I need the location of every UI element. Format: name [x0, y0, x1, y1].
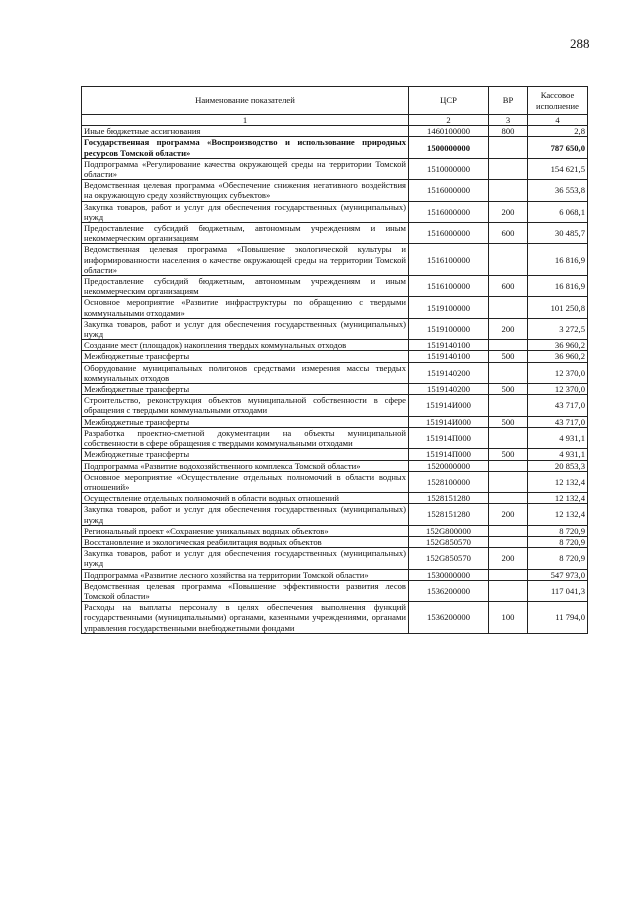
row-code: 1519140100: [409, 340, 489, 351]
row-sum: 8 720,9: [528, 536, 588, 547]
row-vr: 500: [489, 384, 528, 395]
header-row: [82, 87, 588, 115]
row-vr: 600: [489, 276, 528, 297]
row-vr: 200: [489, 548, 528, 569]
table-row: [82, 318, 588, 339]
row-name: Закупка товаров, работ и услуг для обеспечения государственных (муниципальных) нужд: [82, 548, 409, 569]
row-sum: 2,8: [528, 126, 588, 137]
row-name: Предоставление субсидий бюджетным, автономным учреждениям и иным некоммерческим организациям: [82, 223, 409, 244]
row-sum: 3 272,5: [528, 318, 588, 339]
table-row: [82, 223, 588, 244]
row-code: 152G850570: [409, 548, 489, 569]
row-name: Восстановление и экологическая реабилитация водных объектов: [82, 536, 409, 547]
table-row: [82, 297, 588, 318]
table-row: [82, 525, 588, 536]
row-vr: [489, 471, 528, 492]
column-number: 3: [489, 115, 528, 126]
table-row: [82, 362, 588, 383]
row-sum: 16 816,9: [528, 244, 588, 276]
row-sum: 12 132,4: [528, 471, 588, 492]
table-row: [82, 580, 588, 601]
table-row: [82, 384, 588, 395]
table-row: [82, 536, 588, 547]
column-number: 1: [82, 115, 409, 126]
row-code: 1528100000: [409, 471, 489, 492]
row-name: Государственная программа «Воспроизводство и использование природных ресурсов Томской области»: [82, 137, 409, 158]
table-row: [82, 548, 588, 569]
row-vr: 100: [489, 602, 528, 634]
row-code: 1519140200: [409, 362, 489, 383]
row-name: Региональный проект «Сохранение уникальных водных объектов»: [82, 525, 409, 536]
row-name: Разработка проектно-сметной документации на объекты муниципальной собственности в сфере обращения с твердыми коммунальными отходами: [82, 427, 409, 448]
row-name: Подпрограмма «Регулирование качества окружающей среды на территории Томской области»: [82, 158, 409, 179]
row-code: 1519140100: [409, 351, 489, 362]
row-vr: [489, 427, 528, 448]
row-sum: 30 485,7: [528, 223, 588, 244]
row-sum: 43 717,0: [528, 416, 588, 427]
row-code: 1519140200: [409, 384, 489, 395]
row-vr: 200: [489, 201, 528, 222]
row-vr: [489, 137, 528, 158]
row-sum: 11 794,0: [528, 602, 588, 634]
row-vr: [489, 536, 528, 547]
row-name: Межбюджетные трансферты: [82, 384, 409, 395]
table-row: [82, 460, 588, 471]
table-row: [82, 493, 588, 504]
table-row: [82, 449, 588, 460]
row-vr: [489, 395, 528, 416]
row-name: Закупка товаров, работ и услуг для обеспечения государственных (муниципальных) нужд: [82, 201, 409, 222]
row-code: 1460100000: [409, 126, 489, 137]
table-row: [82, 416, 588, 427]
row-vr: [489, 180, 528, 201]
row-name: Закупка товаров, работ и услуг для обеспечения государственных (муниципальных) нужд: [82, 504, 409, 525]
column-number: 4: [528, 115, 588, 126]
row-code: 1519100000: [409, 318, 489, 339]
table-row: [82, 569, 588, 580]
row-sum: 12 370,0: [528, 362, 588, 383]
row-sum: 154 621,5: [528, 158, 588, 179]
row-vr: [489, 158, 528, 179]
row-vr: 800: [489, 126, 528, 137]
table-row: [82, 427, 588, 448]
row-code: 1528151280: [409, 504, 489, 525]
row-sum: 12 132,4: [528, 493, 588, 504]
row-vr: [489, 460, 528, 471]
row-sum: 36 553,8: [528, 180, 588, 201]
header-csr: ЦСР: [409, 87, 489, 115]
row-code: 1516100000: [409, 244, 489, 276]
row-name: Подпрограмма «Развитие водохозяйственного комплекса Томской области»: [82, 460, 409, 471]
column-number: 2: [409, 115, 489, 126]
row-code: 151914И000: [409, 416, 489, 427]
row-code: 151914П000: [409, 449, 489, 460]
row-sum: 20 853,3: [528, 460, 588, 471]
table-row: [82, 126, 588, 137]
table-row: [82, 504, 588, 525]
header-sum: Кассовое исполнение: [528, 87, 588, 115]
row-vr: [489, 525, 528, 536]
row-vr: 600: [489, 223, 528, 244]
row-name: Оборудование муниципальных полигонов средствами измерения массы твердых коммунальных отходов: [82, 362, 409, 383]
row-sum: 6 068,1: [528, 201, 588, 222]
row-code: 1516000000: [409, 223, 489, 244]
row-vr: 200: [489, 318, 528, 339]
table-row: [82, 201, 588, 222]
table-row: [82, 471, 588, 492]
row-name: Основное мероприятие «Осуществление отдельных полномочий в области водных отношений»: [82, 471, 409, 492]
row-name: Межбюджетные трансферты: [82, 449, 409, 460]
row-vr: [489, 493, 528, 504]
table-row: [82, 395, 588, 416]
header-vr: ВР: [489, 87, 528, 115]
row-vr: [489, 569, 528, 580]
row-vr: [489, 340, 528, 351]
row-vr: 200: [489, 504, 528, 525]
row-sum: 547 973,0: [528, 569, 588, 580]
table-row: [82, 180, 588, 201]
row-name: Ведомственная целевая программа «Обеспечение снижения негативного воздействия на окружающую среду хозяйствующих субъектов»: [82, 180, 409, 201]
row-name: Расходы на выплаты персоналу в целях обеспечения выполнения функций государственными (муниципальными) органами, казенными учреждениями, органами управления государственными внебюджетными фондами: [82, 602, 409, 634]
row-sum: 43 717,0: [528, 395, 588, 416]
row-vr: [489, 297, 528, 318]
table-row: [82, 158, 588, 179]
row-code: 1528151280: [409, 493, 489, 504]
row-vr: [489, 580, 528, 601]
table-row: [82, 276, 588, 297]
row-sum: 4 931,1: [528, 449, 588, 460]
row-name: Ведомственная целевая программа «Повышение экологической культуры и информированности населения о качестве окружающей среды на территории Томской области»: [82, 244, 409, 276]
row-code: 1516000000: [409, 180, 489, 201]
row-name: Межбюджетные трансферты: [82, 351, 409, 362]
page-number: 288: [570, 36, 590, 51]
table-row: [82, 351, 588, 362]
row-name: Подпрограмма «Развитие лесного хозяйства на территории Томской области»: [82, 569, 409, 580]
row-code: 1536200000: [409, 602, 489, 634]
row-vr: [489, 244, 528, 276]
row-vr: 500: [489, 416, 528, 427]
row-name: Предоставление субсидий бюджетным, автономным учреждениям и иным некоммерческим организациям: [82, 276, 409, 297]
row-sum: 787 650,0: [528, 137, 588, 158]
row-vr: [489, 362, 528, 383]
row-sum: 8 720,9: [528, 548, 588, 569]
row-code: 1519100000: [409, 297, 489, 318]
row-name: Иные бюджетные ассигнования: [82, 126, 409, 137]
row-sum: 36 960,2: [528, 351, 588, 362]
row-code: 152G800000: [409, 525, 489, 536]
table-row: [82, 244, 588, 276]
row-code: 1516000000: [409, 201, 489, 222]
header-name: Наименование показателей: [82, 87, 409, 115]
row-name: Закупка товаров, работ и услуг для обеспечения государственных (муниципальных) нужд: [82, 318, 409, 339]
row-code: 1516100000: [409, 276, 489, 297]
row-sum: 4 931,1: [528, 427, 588, 448]
row-name: Осуществление отдельных полномочий в области водных отношений: [82, 493, 409, 504]
row-sum: 12 370,0: [528, 384, 588, 395]
row-sum: 117 041,3: [528, 580, 588, 601]
column-number-row: [82, 115, 588, 126]
row-sum: 101 250,8: [528, 297, 588, 318]
row-code: 1500000000: [409, 137, 489, 158]
row-name: Строительство, реконструкция объектов муниципальной собственности в сфере обращения с твердыми коммунальными отходами: [82, 395, 409, 416]
row-code: 151914И000: [409, 395, 489, 416]
budget-table: [81, 86, 588, 634]
row-name: Основное мероприятие «Развитие инфраструктуры по обращению с твердыми коммунальными отходами»: [82, 297, 409, 318]
row-code: 1530000000: [409, 569, 489, 580]
row-sum: 12 132,4: [528, 504, 588, 525]
row-name: Создание мест (площадок) накопления твердых коммунальных отходов: [82, 340, 409, 351]
row-name: Межбюджетные трансферты: [82, 416, 409, 427]
row-vr: 500: [489, 351, 528, 362]
row-code: 1510000000: [409, 158, 489, 179]
row-code: 152G850570: [409, 536, 489, 547]
table-row: [82, 602, 588, 634]
row-sum: 16 816,9: [528, 276, 588, 297]
row-code: 1520000000: [409, 460, 489, 471]
row-code: 1536200000: [409, 580, 489, 601]
row-sum: 36 960,2: [528, 340, 588, 351]
table-row: [82, 137, 588, 158]
row-code: 151914П000: [409, 427, 489, 448]
row-name: Ведомственная целевая программа «Повышение эффективности развития лесов Томской области»: [82, 580, 409, 601]
table-row: [82, 340, 588, 351]
row-vr: 500: [489, 449, 528, 460]
row-sum: 8 720,9: [528, 525, 588, 536]
